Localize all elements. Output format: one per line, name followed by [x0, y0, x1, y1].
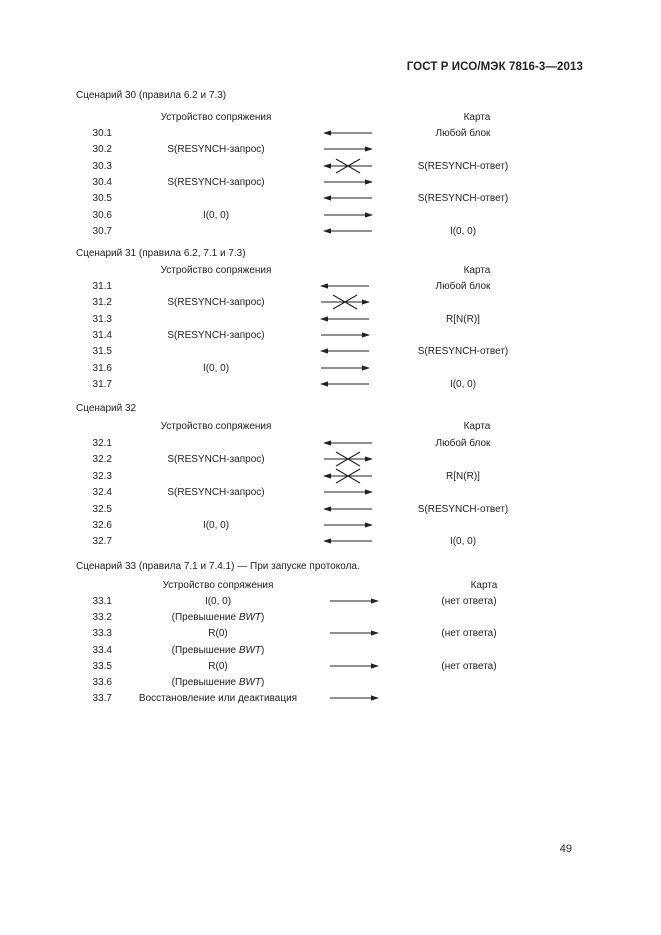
arrow-left [322, 125, 374, 141]
step-number: 32.5 [92, 503, 112, 515]
card-message: R[N(R)] [446, 470, 480, 482]
step-number: 33.2 [92, 612, 112, 624]
arrow-head [371, 663, 379, 668]
card-message: I(0, 0) [449, 225, 477, 237]
step-number: 30.4 [92, 176, 112, 188]
scenario-title: Сценарий 33 (правила 7.1 и 7.4.1) — При запуске протокола. [76, 561, 360, 572]
arrow-head [371, 696, 379, 701]
interface-device-message: S(RESYNCH-запрос) [167, 297, 265, 309]
arrow-head [365, 522, 373, 527]
arrow-right [319, 360, 371, 376]
scenario-title: Сценарий 31 (правила 6.2, 7.1 и 7.3) [76, 248, 246, 259]
arrow-right-crossed [322, 451, 374, 467]
arrow-head [365, 490, 373, 495]
arrow-head [365, 147, 373, 152]
card-message: S(RESYNCH-ответ) [417, 160, 509, 172]
column-header-card: Карта [463, 265, 491, 276]
arrow-head [323, 163, 331, 168]
arrow-right [328, 625, 380, 641]
interface-device-message: (Превышение BWT) [171, 612, 265, 624]
column-header-interface-device: Устройство сопряжения [160, 421, 272, 432]
interface-device-message: (Превышение BWT) [171, 677, 265, 688]
card-message: S(RESYNCH-ответ) [417, 193, 509, 205]
arrow-left-crossed [322, 468, 374, 484]
interface-device-message: S(RESYNCH-запрос) [167, 176, 265, 188]
arrow-head [323, 473, 331, 478]
arrow-head [362, 300, 370, 305]
step-number: 30.7 [92, 225, 112, 237]
interface-device-message: I(0, 0) [202, 209, 230, 221]
interface-device-message: Восстановление или деактивация [138, 693, 298, 705]
arrow-head [323, 196, 331, 201]
scenario-block [0, 561, 661, 721]
arrow-head [320, 349, 328, 354]
arrow-head [371, 631, 379, 636]
step-number: 33.1 [92, 596, 112, 607]
document-header: ГОСТ Р ИСО/МЭК 7816-3—2013 [406, 61, 583, 73]
arrow-head [323, 228, 331, 233]
interface-device-message: S(RESYNCH-запрос) [167, 329, 265, 341]
step-number: 30.2 [92, 144, 112, 156]
arrow-head [323, 130, 331, 135]
arrow-right-crossed [319, 294, 371, 310]
step-number: 30.1 [92, 128, 112, 139]
arrow-head [320, 381, 328, 386]
scenario-block [0, 90, 661, 250]
arrow-left [319, 311, 371, 327]
step-number: 32.2 [92, 454, 112, 466]
exchange-row [0, 628, 661, 644]
arrow-left [322, 501, 374, 517]
scenario-block [0, 403, 661, 563]
arrow-head [323, 539, 331, 544]
card-message: (нет ответа) [441, 596, 497, 607]
exchange-row [0, 536, 661, 552]
arrow-right [328, 658, 380, 674]
step-number: 30.5 [92, 193, 112, 205]
step-number: 32.3 [92, 470, 112, 482]
arrow-right [322, 141, 374, 157]
step-number: 33.3 [92, 628, 112, 640]
card-message: S(RESYNCH-ответ) [417, 346, 509, 358]
arrow-left [319, 343, 371, 359]
arrow-head [323, 506, 331, 511]
column-header-card: Карта [470, 580, 498, 591]
step-number: 31.7 [92, 378, 112, 390]
card-message: (нет ответа) [441, 628, 497, 640]
arrow-right [319, 327, 371, 343]
arrow-left [322, 223, 374, 239]
arrow-left [319, 278, 371, 294]
step-number: 31.2 [92, 297, 112, 309]
arrow-right [328, 593, 380, 609]
step-number: 32.6 [92, 520, 112, 531]
step-number: 31.1 [92, 281, 112, 292]
step-number: 33.4 [92, 644, 112, 656]
interface-device-message: R(0) [208, 660, 228, 672]
step-number: 32.7 [92, 536, 112, 548]
scenario-title: Сценарий 30 (правила 6.2 и 7.3) [76, 90, 227, 101]
step-number: 31.5 [92, 346, 112, 358]
exchange-row [0, 379, 661, 395]
scenario-block [0, 248, 661, 408]
arrow-right [322, 207, 374, 223]
interface-device-message: I(0, 0) [204, 596, 232, 607]
interface-device-message: S(RESYNCH-запрос) [167, 454, 265, 466]
card-message: S(RESYNCH-ответ) [417, 503, 509, 515]
arrow-left [319, 376, 371, 392]
page-number: 49 [559, 843, 572, 855]
column-header-card: Карта [463, 112, 491, 123]
step-number: 32.1 [92, 438, 112, 449]
arrow-left-crossed [322, 158, 374, 174]
arrow-head [323, 440, 331, 445]
column-header-interface-device: Устройство сопряжения [160, 112, 272, 123]
arrow-head [365, 212, 373, 217]
step-number: 30.3 [92, 160, 112, 172]
card-message: I(0, 0) [449, 378, 477, 390]
arrow-head [320, 283, 328, 288]
exchange-row [0, 693, 661, 709]
card-message: R[N(R)] [446, 313, 480, 325]
exchange-row [0, 661, 661, 677]
arrow-head [365, 457, 373, 462]
arrow-right [322, 174, 374, 190]
column-header-interface-device: Устройство сопряжения [162, 580, 274, 591]
step-number: 33.7 [92, 693, 112, 705]
card-message: I(0, 0) [449, 536, 477, 548]
step-number: 31.3 [92, 313, 112, 325]
interface-device-message: S(RESYNCH-запрос) [167, 487, 265, 499]
step-number: 31.4 [92, 329, 112, 341]
card-message: Любой блок [435, 281, 491, 292]
arrow-right [322, 517, 374, 533]
scenario-title: Сценарий 32 [76, 403, 137, 414]
step-number: 33.5 [92, 660, 112, 672]
card-message: Любой блок [435, 128, 491, 139]
interface-device-message: R(0) [208, 628, 228, 640]
card-message: (нет ответа) [441, 660, 497, 672]
arrow-head [320, 316, 328, 321]
column-header-interface-device: Устройство сопряжения [160, 265, 272, 276]
interface-device-message: I(0, 0) [202, 520, 230, 531]
arrow-left [322, 533, 374, 549]
interface-device-message: S(RESYNCH-запрос) [167, 144, 265, 156]
exchange-row [0, 596, 661, 612]
step-number: 31.6 [92, 362, 112, 374]
step-number: 32.4 [92, 487, 112, 499]
arrow-head [365, 179, 373, 184]
column-header-card: Карта [463, 421, 491, 432]
step-number: 30.6 [92, 209, 112, 221]
arrow-right [328, 690, 380, 706]
arrow-head [362, 365, 370, 370]
step-number: 33.6 [92, 677, 112, 688]
arrow-head [362, 332, 370, 337]
interface-device-message: (Превышение BWT) [171, 644, 265, 656]
interface-device-message: I(0, 0) [202, 362, 230, 374]
arrow-right [322, 484, 374, 500]
arrow-head [371, 598, 379, 603]
exchange-row [0, 226, 661, 242]
card-message: Любой блок [435, 438, 491, 449]
arrow-left [322, 190, 374, 206]
arrow-left [322, 435, 374, 451]
